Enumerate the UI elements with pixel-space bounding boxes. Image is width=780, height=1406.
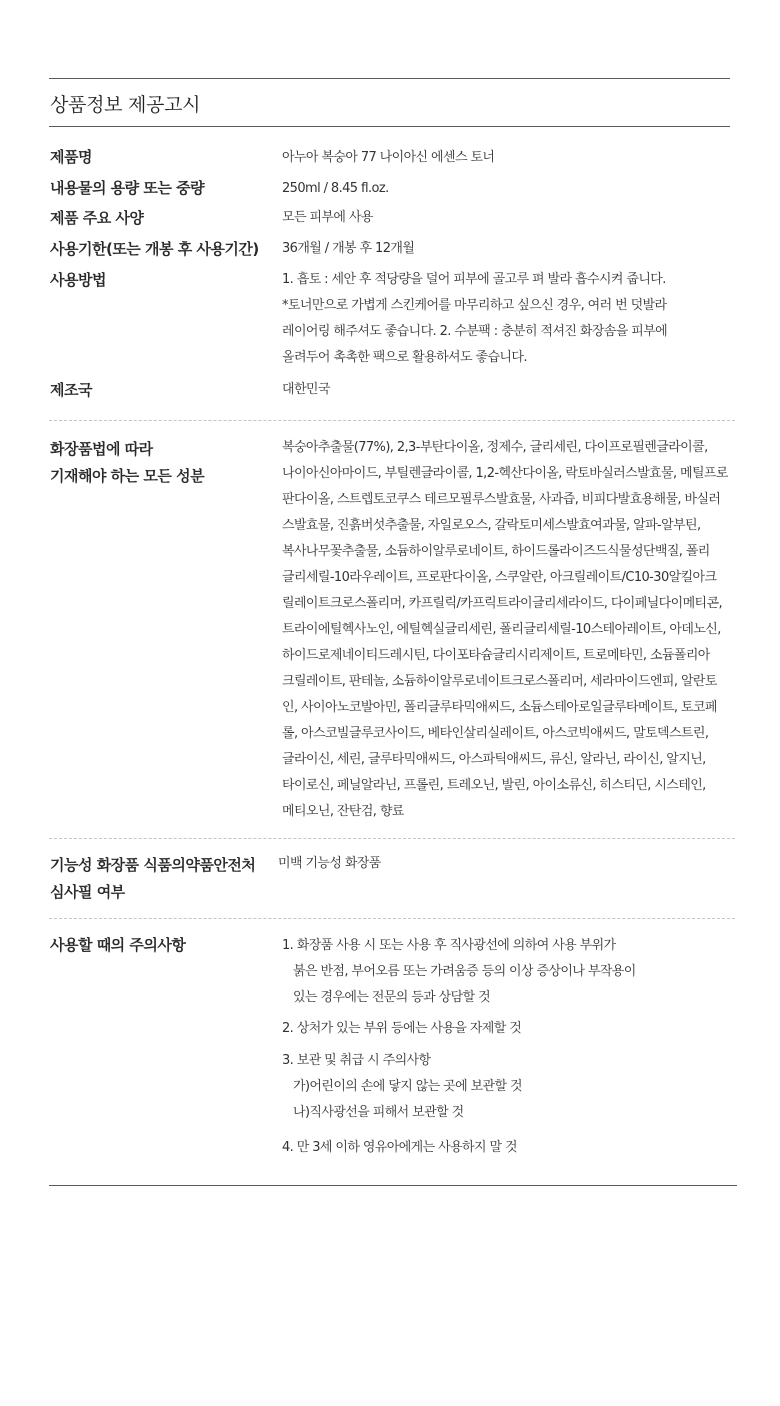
value-usage [282, 267, 737, 371]
value-spec: 모든 피부에 사용 [282, 210, 373, 225]
ingredient-line: 나이아신아마이드, 부틸렌글라이콜, 1,2-헥산다이올, 락토바실러스발효물, 메틸프로 [282, 466, 728, 481]
ingredient-line: 인, 사이아노코발아민, 폴리글루타믹애씨드, 소듐스테아로일글루타메이트, 토코페 [282, 700, 717, 715]
caution-item: 1. 화장품 사용 시 또는 사용 후 직사광선에 의하여 사용 부위가 [282, 938, 616, 953]
ingredient-line: 타이로신, 페닐알라닌, 프롤린, 트레오닌, 발린, 아이소류신, 히스티딘, 시스테인, [282, 778, 706, 793]
label-usage: 사용방법 [50, 271, 106, 289]
ingredient-line: 글리세릴-10라우레이트, 프로판다이올, 스쿠알란, 아크릴레이트/C10-30알킬아크 [282, 570, 717, 585]
label-ingredients-line: 화장품법에 따라 [50, 440, 153, 458]
section-divider [49, 420, 735, 421]
bottom-rule [49, 1185, 737, 1186]
value-functional: 미백 기능성 화장품 [278, 856, 381, 871]
value-ingredients [282, 435, 737, 825]
value-product-name: 아누아 복숭아 77 나이아신 에센스 토너 [282, 150, 495, 165]
ingredient-line: 복숭아추출물(77%), 2,3-부탄다이올, 정제수, 글리세린, 다이프로필렌글라이콜, [282, 440, 708, 455]
caution-subline: 나)직사광선을 피해서 보관할 것 [293, 1105, 464, 1120]
ingredient-line: 스발효물, 진흙버섯추출물, 자일로오스, 갈락토미세스발효여과물, 알파-알부틴, [282, 518, 701, 533]
ingredient-line: 판다이올, 스트렙토코쿠스 테르모필루스발효물, 사과즙, 비피다발효용해물, 바실러 [282, 492, 721, 507]
label-spec: 제품 주요 사양 [50, 209, 144, 227]
section-divider [49, 918, 735, 919]
value-expiry: 36개월 / 개봉 후 12개월 [282, 241, 415, 256]
top-rule [49, 78, 730, 79]
label-ingredients-line: 기재해야 하는 모든 성분 [50, 467, 205, 485]
caution-subline: 있는 경우에는 전문의 등과 상담할 것 [293, 990, 491, 1005]
caution-item: 2. 상처가 있는 부위 등에는 사용을 자제할 것 [282, 1021, 522, 1036]
label-functional-line: 심사필 여부 [50, 883, 125, 901]
label-caution: 사용할 때의 주의사항 [50, 936, 186, 954]
usage-line: 레이어링 해주셔도 좋습니다. 2. 수분팩 : 충분히 적셔진 화장솜을 피부에 [282, 324, 668, 339]
usage-line: 올려두어 촉촉한 팩으로 활용하셔도 좋습니다. [282, 350, 527, 365]
label-functional-line: 기능성 화장품 식품의약품안전처 [50, 856, 256, 874]
caution-subline: 가)어린이의 손에 닿지 않는 곳에 보관할 것 [293, 1079, 522, 1094]
ingredient-line: 복사나무꽃추출물, 소듐하이알루로네이트, 하이드롤라이즈드식물성단백질, 폴리 [282, 544, 710, 559]
label-expiry: 사용기한(또는 개봉 후 사용기간) [50, 240, 259, 258]
page-title: 상품정보 제공고시 [50, 94, 201, 116]
caution-item: 3. 보관 및 취급 시 주의사항 [282, 1053, 431, 1068]
label-origin: 제조국 [50, 381, 92, 399]
caution-item: 4. 만 3세 이하 영유아에게는 사용하지 말 것 [282, 1140, 517, 1155]
ingredient-line: 메티오닌, 잔탄검, 향료 [282, 804, 404, 819]
ingredient-line: 크릴레이트, 판테놀, 소듐하이알루로네이트크로스폴리머, 세라마이드엔피, 알란토 [282, 674, 717, 689]
ingredient-line: 하이드로제네이티드레시틴, 다이포타슘글리시리제이트, 트로메타민, 소듐폴리아 [282, 648, 710, 663]
value-caution [282, 933, 737, 1161]
label-ingredients [50, 436, 204, 490]
usage-line: *토너만으로 가볍게 스킨케어를 마무리하고 싶으신 경우, 여러 번 덧발라 [282, 298, 667, 313]
section-divider [49, 838, 735, 839]
ingredient-line: 릴레이트크로스폴리머, 카프릴릭/카프릭트라이글리세라이드, 다이페닐다이메티콘, [282, 596, 722, 611]
usage-line: 1. 흡토 : 세안 후 적당량을 덜어 피부에 골고루 펴 발라 흡수시켜 줍니다. [282, 272, 666, 287]
ingredient-line: 롤, 아스코빌글루코사이드, 베타인살리실레이트, 아스코빅애씨드, 말토덱스트린, [282, 726, 709, 741]
label-product-name: 제품명 [50, 148, 92, 166]
title-underline [49, 126, 730, 127]
caution-subline: 붉은 반점, 부어오름 또는 가려움증 등의 이상 증상이나 부작용이 [293, 964, 636, 979]
ingredient-line: 트라이에틸헥사노인, 에틸헥실글리세린, 폴리글리세릴-10스테아레이트, 아데노신, [282, 622, 721, 637]
label-functional [50, 852, 255, 906]
ingredient-line: 글라이신, 세린, 글루타믹애씨드, 아스파틱애씨드, 류신, 알라닌, 라이신, 알지닌, [282, 752, 706, 767]
value-volume: 250ml / 8.45 fl.oz. [282, 181, 389, 196]
value-origin: 대한민국 [282, 382, 330, 397]
label-volume: 내용물의 용량 또는 중량 [50, 179, 205, 197]
